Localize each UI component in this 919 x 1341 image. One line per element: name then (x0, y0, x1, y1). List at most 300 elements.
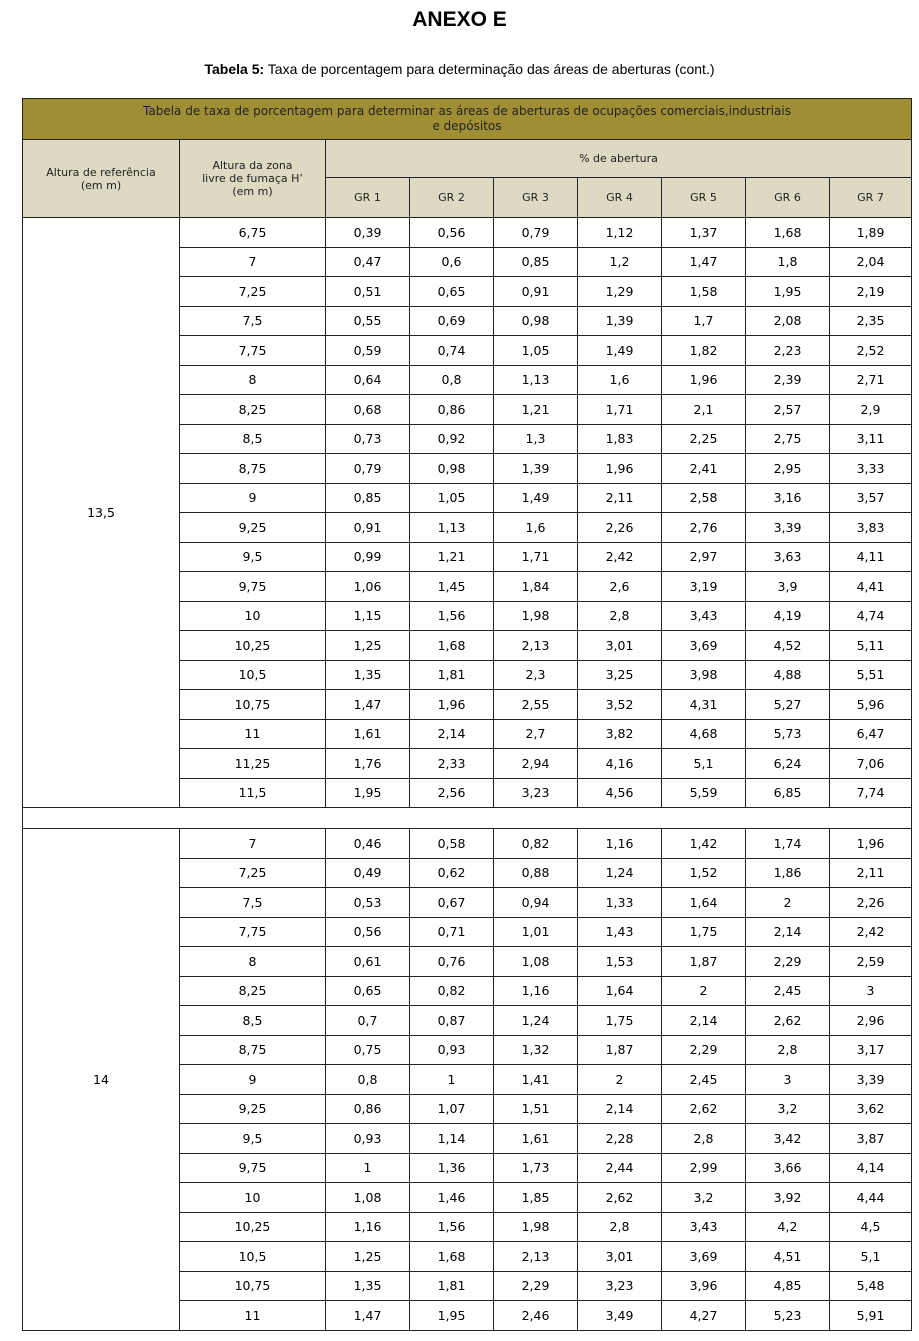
percentage-cell: 4,27 (662, 1301, 746, 1331)
percentage-cell: 0,46 (326, 829, 410, 859)
zone-height-cell: 8,5 (180, 1006, 326, 1036)
percentage-cell: 1,61 (326, 719, 410, 749)
table-row (23, 829, 912, 859)
percentage-cell: 1,37 (662, 218, 746, 248)
percentage-cell: 1,25 (326, 1242, 410, 1272)
percentage-cell: 0,98 (494, 306, 578, 336)
percentage-cell: 1,89 (830, 218, 912, 248)
percentage-cell: 2,8 (578, 1212, 662, 1242)
percentage-cell: 1,51 (494, 1094, 578, 1124)
percentage-cell: 4,5 (830, 1212, 912, 1242)
percentage-cell: 5,59 (662, 778, 746, 808)
percentage-cell: 0,93 (326, 1124, 410, 1154)
percentage-cell: 4,41 (830, 572, 912, 602)
percentage-cell: 5,23 (746, 1301, 830, 1331)
percentage-cell: 1,61 (494, 1124, 578, 1154)
percentage-cell: 1,87 (578, 1035, 662, 1065)
percentage-cell: 3,33 (830, 454, 912, 484)
percentage-cell: 1,95 (746, 277, 830, 307)
percentage-cell: 3,62 (830, 1094, 912, 1124)
percentage-cell: 1,8 (746, 247, 830, 277)
percentage-cell: 2,28 (578, 1124, 662, 1154)
zone-height-cell: 9,25 (180, 513, 326, 543)
percentage-cell: 4,2 (746, 1212, 830, 1242)
percentage-cell: 2,13 (494, 631, 578, 661)
percentage-cell: 3,52 (578, 690, 662, 720)
percentage-cell: 6,47 (830, 719, 912, 749)
percentage-cell: 2,95 (746, 454, 830, 484)
percentage-cell: 2,3 (494, 660, 578, 690)
percentage-cell: 1,75 (578, 1006, 662, 1036)
percentage-cell: 3,25 (578, 660, 662, 690)
percentage-cell: 3,57 (830, 483, 912, 513)
percentage-cell: 0,58 (410, 829, 494, 859)
percentage-cell: 0,88 (494, 858, 578, 888)
percentage-cell: 2,29 (494, 1271, 578, 1301)
zone-height-cell: 11 (180, 719, 326, 749)
header-gr-6: GR 6 (746, 178, 830, 218)
percentage-cell: 3,98 (662, 660, 746, 690)
percentage-cell: 2,7 (494, 719, 578, 749)
percentage-cell: 3,19 (662, 572, 746, 602)
percentage-cell: 2,71 (830, 365, 912, 395)
zone-height-cell: 9,25 (180, 1094, 326, 1124)
percentage-cell: 3,49 (578, 1301, 662, 1331)
percentage-cell: 1,6 (494, 513, 578, 543)
percentage-cell: 2,41 (662, 454, 746, 484)
zone-height-cell: 7,75 (180, 917, 326, 947)
percentage-cell: 2,42 (578, 542, 662, 572)
percentage-cell: 1,96 (662, 365, 746, 395)
percentage-cell: 1,35 (326, 660, 410, 690)
percentage-cell: 1,45 (410, 572, 494, 602)
percentage-cell: 2,75 (746, 424, 830, 454)
percentage-cell: 1,82 (662, 336, 746, 366)
percentage-cell: 5,73 (746, 719, 830, 749)
percentage-cell: 4,44 (830, 1183, 912, 1213)
percentage-cell: 2,99 (662, 1153, 746, 1183)
percentage-cell: 3,23 (494, 778, 578, 808)
percentage-cell: 2,26 (578, 513, 662, 543)
percentage-cell: 0,85 (494, 247, 578, 277)
percentage-cell: 2,96 (830, 1006, 912, 1036)
percentage-cell: 1,2 (578, 247, 662, 277)
header-reference-height: Altura de referência (em m) (23, 140, 180, 218)
zone-height-cell: 8,5 (180, 424, 326, 454)
page-heading: ANEXO E (412, 8, 507, 31)
percentage-cell: 3 (830, 976, 912, 1006)
percentage-cell: 3,42 (746, 1124, 830, 1154)
percentage-cell: 5,11 (830, 631, 912, 661)
percentage-cell: 5,27 (746, 690, 830, 720)
percentage-cell: 2,56 (410, 778, 494, 808)
percentage-cell: 3 (746, 1065, 830, 1095)
percentage-cell: 2,25 (662, 424, 746, 454)
zone-height-cell: 10,25 (180, 631, 326, 661)
percentage-cell: 4,11 (830, 542, 912, 572)
percentage-cell: 1,21 (410, 542, 494, 572)
zone-height-cell: 8,25 (180, 395, 326, 425)
percentage-cell: 1,6 (578, 365, 662, 395)
percentage-cell: 1,81 (410, 1271, 494, 1301)
percentage-cell: 5,96 (830, 690, 912, 720)
percentage-cell: 0,91 (326, 513, 410, 543)
percentage-cell: 2,8 (746, 1035, 830, 1065)
header-opening-percentage: % de abertura (326, 140, 912, 178)
percentage-cell: 3,2 (746, 1094, 830, 1124)
percentage-cell: 1,33 (578, 888, 662, 918)
percentage-cell: 2,11 (578, 483, 662, 513)
zone-height-cell: 9,5 (180, 542, 326, 572)
percentage-cell: 0,39 (326, 218, 410, 248)
reference-height-cell: 14 (23, 829, 180, 1331)
percentage-cell: 0,64 (326, 365, 410, 395)
percentage-cell: 0,86 (410, 395, 494, 425)
percentage-cell: 2,08 (746, 306, 830, 336)
reference-height-cell: 13,5 (23, 218, 180, 808)
percentage-cell: 2,29 (662, 1035, 746, 1065)
percentage-cell: 2,13 (494, 1242, 578, 1272)
percentage-cell: 1,68 (746, 218, 830, 248)
percentage-cell: 2,35 (830, 306, 912, 336)
table-caption (0, 61, 919, 77)
percentage-cell: 0,98 (410, 454, 494, 484)
zone-height-cell: 9,75 (180, 1153, 326, 1183)
percentage-cell: 3,01 (578, 1242, 662, 1272)
percentage-cell: 5,91 (830, 1301, 912, 1331)
percentage-cell: 1,21 (494, 395, 578, 425)
percentage-cell: 0,75 (326, 1035, 410, 1065)
percentage-cell: 0,6 (410, 247, 494, 277)
caption-label: Tabela 5: (204, 61, 265, 77)
percentage-cell: 1,13 (410, 513, 494, 543)
percentage-cell: 3,39 (746, 513, 830, 543)
percentage-cell: 1,25 (326, 631, 410, 661)
percentage-cell: 2,8 (662, 1124, 746, 1154)
percentage-cell: 1,71 (494, 542, 578, 572)
table-row (23, 218, 912, 248)
percentage-cell: 1,13 (494, 365, 578, 395)
percentage-cell: 4,88 (746, 660, 830, 690)
percentage-cell: 1,95 (326, 778, 410, 808)
zone-height-cell: 8 (180, 365, 326, 395)
table-title-line1: Tabela de taxa de porcentagem para determinar as áreas de aberturas de ocupações comerciais,industriais (143, 104, 791, 118)
percentage-cell: 1,98 (494, 1212, 578, 1242)
percentage-cell: 5,1 (662, 749, 746, 779)
percentage-cell: 1,64 (578, 976, 662, 1006)
percentage-cell: 0,56 (326, 917, 410, 947)
zone-height-cell: 9 (180, 483, 326, 513)
percentage-cell: 2,39 (746, 365, 830, 395)
percentage-cell: 2,62 (578, 1183, 662, 1213)
percentage-cell: 1,08 (326, 1183, 410, 1213)
percentage-cell: 1,56 (410, 1212, 494, 1242)
percentage-cell: 3,92 (746, 1183, 830, 1213)
percentage-cell: 0,76 (410, 947, 494, 977)
percentage-cell: 0,8 (326, 1065, 410, 1095)
percentage-cell: 2,14 (746, 917, 830, 947)
percentage-cell: 2,45 (662, 1065, 746, 1095)
percentage-cell: 0,55 (326, 306, 410, 336)
percentage-cell: 1,56 (410, 601, 494, 631)
percentage-cell: 2,29 (746, 947, 830, 977)
zone-height-cell: 8,75 (180, 454, 326, 484)
zone-height-cell: 7 (180, 829, 326, 859)
percentage-cell: 2,14 (410, 719, 494, 749)
percentage-cell: 2,1 (662, 395, 746, 425)
percentage-cell: 1,06 (326, 572, 410, 602)
percentage-cell: 0,59 (326, 336, 410, 366)
percentage-cell: 3,43 (662, 1212, 746, 1242)
percentage-cell: 5,48 (830, 1271, 912, 1301)
zone-height-cell: 9,75 (180, 572, 326, 602)
percentage-cell: 1,36 (410, 1153, 494, 1183)
table-title-line2: e depósitos (432, 119, 502, 133)
percentage-cell: 4,52 (746, 631, 830, 661)
percentage-cell: 1,73 (494, 1153, 578, 1183)
percentage-cell: 1,49 (494, 483, 578, 513)
percentage-cell: 4,85 (746, 1271, 830, 1301)
percentage-cell: 1,68 (410, 631, 494, 661)
percentage-cell: 0,65 (410, 277, 494, 307)
percentage-cell: 1,85 (494, 1183, 578, 1213)
zone-height-cell: 9,5 (180, 1124, 326, 1154)
zone-height-cell: 8,25 (180, 976, 326, 1006)
percentage-cell: 1,98 (494, 601, 578, 631)
percentage-cell: 3,96 (662, 1271, 746, 1301)
percentage-cell: 4,19 (746, 601, 830, 631)
percentage-cell: 1,96 (410, 690, 494, 720)
percentage-cell: 3,01 (578, 631, 662, 661)
header-gr-4: GR 4 (578, 178, 662, 218)
percentage-cell: 0,61 (326, 947, 410, 977)
percentage-cell: 0,94 (494, 888, 578, 918)
percentage-cell: 2,97 (662, 542, 746, 572)
percentage-cell: 6,24 (746, 749, 830, 779)
percentage-cell: 1,86 (746, 858, 830, 888)
percentage-cell: 2,14 (578, 1094, 662, 1124)
percentage-cell: 7,06 (830, 749, 912, 779)
percentage-cell: 1,81 (410, 660, 494, 690)
percentage-cell: 4,14 (830, 1153, 912, 1183)
percentage-cell: 2,19 (830, 277, 912, 307)
zone-height-cell: 10,75 (180, 690, 326, 720)
percentage-cell: 7,74 (830, 778, 912, 808)
percentage-cell: 0,85 (326, 483, 410, 513)
zone-height-cell: 10 (180, 601, 326, 631)
percentage-cell: 1,35 (326, 1271, 410, 1301)
percentage-cell: 1,42 (662, 829, 746, 859)
percentage-cell: 1,3 (494, 424, 578, 454)
percentage-cell: 3,87 (830, 1124, 912, 1154)
header-gr-5: GR 5 (662, 178, 746, 218)
percentage-cell: 0,8 (410, 365, 494, 395)
percentage-cell: 1,58 (662, 277, 746, 307)
percentage-cell: 2,42 (830, 917, 912, 947)
percentage-cell: 2 (746, 888, 830, 918)
percentage-cell: 0,79 (326, 454, 410, 484)
percentage-cell: 0,92 (410, 424, 494, 454)
percentage-cell: 3,9 (746, 572, 830, 602)
percentage-cell: 1,05 (494, 336, 578, 366)
percentage-cell: 1,32 (494, 1035, 578, 1065)
zone-height-cell: 7 (180, 247, 326, 277)
percentage-cell: 0,53 (326, 888, 410, 918)
percentage-cell: 1,14 (410, 1124, 494, 1154)
percentage-cell: 0,87 (410, 1006, 494, 1036)
percentage-cell: 2,45 (746, 976, 830, 1006)
percentage-cell: 2,57 (746, 395, 830, 425)
percentage-cell: 1,84 (494, 572, 578, 602)
percentage-cell: 1,16 (494, 976, 578, 1006)
percentage-cell: 1,75 (662, 917, 746, 947)
percentage-cell: 4,68 (662, 719, 746, 749)
percentage-cell: 1,95 (410, 1301, 494, 1331)
percentage-cell: 2,44 (578, 1153, 662, 1183)
zone-height-cell: 7,5 (180, 888, 326, 918)
percentage-cell: 2,76 (662, 513, 746, 543)
percentage-cell: 0,49 (326, 858, 410, 888)
percentage-cell: 4,31 (662, 690, 746, 720)
percentage-cell: 3,2 (662, 1183, 746, 1213)
table-body (23, 218, 912, 1331)
percentage-cell: 3,16 (746, 483, 830, 513)
percentage-cell: 0,86 (326, 1094, 410, 1124)
percentage-cell: 2,04 (830, 247, 912, 277)
percentage-cell: 1,16 (326, 1212, 410, 1242)
caption-text: Taxa de porcentagem para determinação das áreas de aberturas (cont.) (264, 61, 715, 77)
percentage-cell: 0,62 (410, 858, 494, 888)
percentage-cell: 1,64 (662, 888, 746, 918)
percentage-cell: 3,43 (662, 601, 746, 631)
header-gr-1: GR 1 (326, 178, 410, 218)
percentage-cell: 2 (578, 1065, 662, 1095)
percentage-cell: 3,39 (830, 1065, 912, 1095)
percentage-cell: 0,47 (326, 247, 410, 277)
percentage-cell: 4,16 (578, 749, 662, 779)
separator-cell (23, 808, 912, 829)
percentage-cell: 4,74 (830, 601, 912, 631)
percentage-cell: 0,7 (326, 1006, 410, 1036)
percentage-cell: 1,87 (662, 947, 746, 977)
percentage-cell: 1,08 (494, 947, 578, 977)
header-smoke-free-zone: Altura da zona livre de fumaça H’ (em m) (180, 140, 326, 218)
zone-height-cell: 11,5 (180, 778, 326, 808)
percentage-cell: 1,39 (494, 454, 578, 484)
percentage-cell: 2,59 (830, 947, 912, 977)
percentage-cell: 3,23 (578, 1271, 662, 1301)
zone-height-cell: 7,25 (180, 277, 326, 307)
percentage-cell: 1,07 (410, 1094, 494, 1124)
percentage-cell: 2,52 (830, 336, 912, 366)
percentage-cell: 1,47 (326, 1301, 410, 1331)
percentage-cell: 0,99 (326, 542, 410, 572)
zone-height-cell: 11 (180, 1301, 326, 1331)
percentage-cell: 0,65 (326, 976, 410, 1006)
zone-height-cell: 10,75 (180, 1271, 326, 1301)
percentage-cell: 1,47 (662, 247, 746, 277)
percentage-cell: 0,69 (410, 306, 494, 336)
percentage-cell: 0,93 (410, 1035, 494, 1065)
percentage-cell: 2,11 (830, 858, 912, 888)
percentage-cell: 0,71 (410, 917, 494, 947)
zone-height-cell: 10,25 (180, 1212, 326, 1242)
percentage-cell: 0,68 (326, 395, 410, 425)
header-gr-2: GR 2 (410, 178, 494, 218)
percentage-cell: 1,96 (578, 454, 662, 484)
percentage-cell: 1,74 (746, 829, 830, 859)
percentage-cell: 1,96 (830, 829, 912, 859)
percentage-cell: 1,71 (578, 395, 662, 425)
percentage-cell: 2,58 (662, 483, 746, 513)
zone-height-cell: 10,5 (180, 1242, 326, 1272)
percentage-cell: 1,47 (326, 690, 410, 720)
percentage-cell: 3,69 (662, 631, 746, 661)
percentage-cell: 1,24 (494, 1006, 578, 1036)
percentage-cell: 0,74 (410, 336, 494, 366)
percentage-cell: 3,66 (746, 1153, 830, 1183)
percentage-cell: 2,33 (410, 749, 494, 779)
zone-height-cell: 7,75 (180, 336, 326, 366)
zone-height-cell: 7,5 (180, 306, 326, 336)
percentage-cell: 2,14 (662, 1006, 746, 1036)
percentage-cell: 0,79 (494, 218, 578, 248)
percentage-cell: 1,43 (578, 917, 662, 947)
zone-height-cell: 9 (180, 1065, 326, 1095)
percentage-cell: 2,55 (494, 690, 578, 720)
percentage-cell: 1,7 (662, 306, 746, 336)
percentage-cell: 1,24 (578, 858, 662, 888)
percentage-cell: 1,29 (578, 277, 662, 307)
percentage-cell: 2,94 (494, 749, 578, 779)
zone-height-cell: 8,75 (180, 1035, 326, 1065)
percentage-cell: 3,69 (662, 1242, 746, 1272)
percentage-cell: 1,46 (410, 1183, 494, 1213)
zone-height-cell: 11,25 (180, 749, 326, 779)
percentage-cell: 2,8 (578, 601, 662, 631)
percentage-cell: 2,26 (830, 888, 912, 918)
percentage-cell: 2,62 (746, 1006, 830, 1036)
zone-height-cell: 10 (180, 1183, 326, 1213)
percentage-cell: 2,62 (662, 1094, 746, 1124)
percentage-cell: 0,67 (410, 888, 494, 918)
percentage-cell: 5,51 (830, 660, 912, 690)
percentage-cell: 1,05 (410, 483, 494, 513)
percentage-cell: 1,83 (578, 424, 662, 454)
zone-height-cell: 6,75 (180, 218, 326, 248)
percentage-cell: 1,41 (494, 1065, 578, 1095)
percentage-cell: 6,85 (746, 778, 830, 808)
percentage-cell: 1,39 (578, 306, 662, 336)
percentage-cell: 0,56 (410, 218, 494, 248)
percentage-cell: 3,17 (830, 1035, 912, 1065)
percentage-cell: 1 (410, 1065, 494, 1095)
percentage-cell: 1,15 (326, 601, 410, 631)
percentage-cell: 0,91 (494, 277, 578, 307)
percentage-cell: 5,1 (830, 1242, 912, 1272)
table-title (23, 99, 912, 140)
percentage-cell: 0,73 (326, 424, 410, 454)
percentage-cell: 1,12 (578, 218, 662, 248)
percentage-cell: 4,56 (578, 778, 662, 808)
percentage-cell: 1,01 (494, 917, 578, 947)
percentage-cell: 3,82 (578, 719, 662, 749)
zone-height-cell: 8 (180, 947, 326, 977)
percentage-cell: 2,9 (830, 395, 912, 425)
percentage-cell: 4,51 (746, 1242, 830, 1272)
percentage-cell: 1,49 (578, 336, 662, 366)
header-gr-7: GR 7 (830, 178, 912, 218)
